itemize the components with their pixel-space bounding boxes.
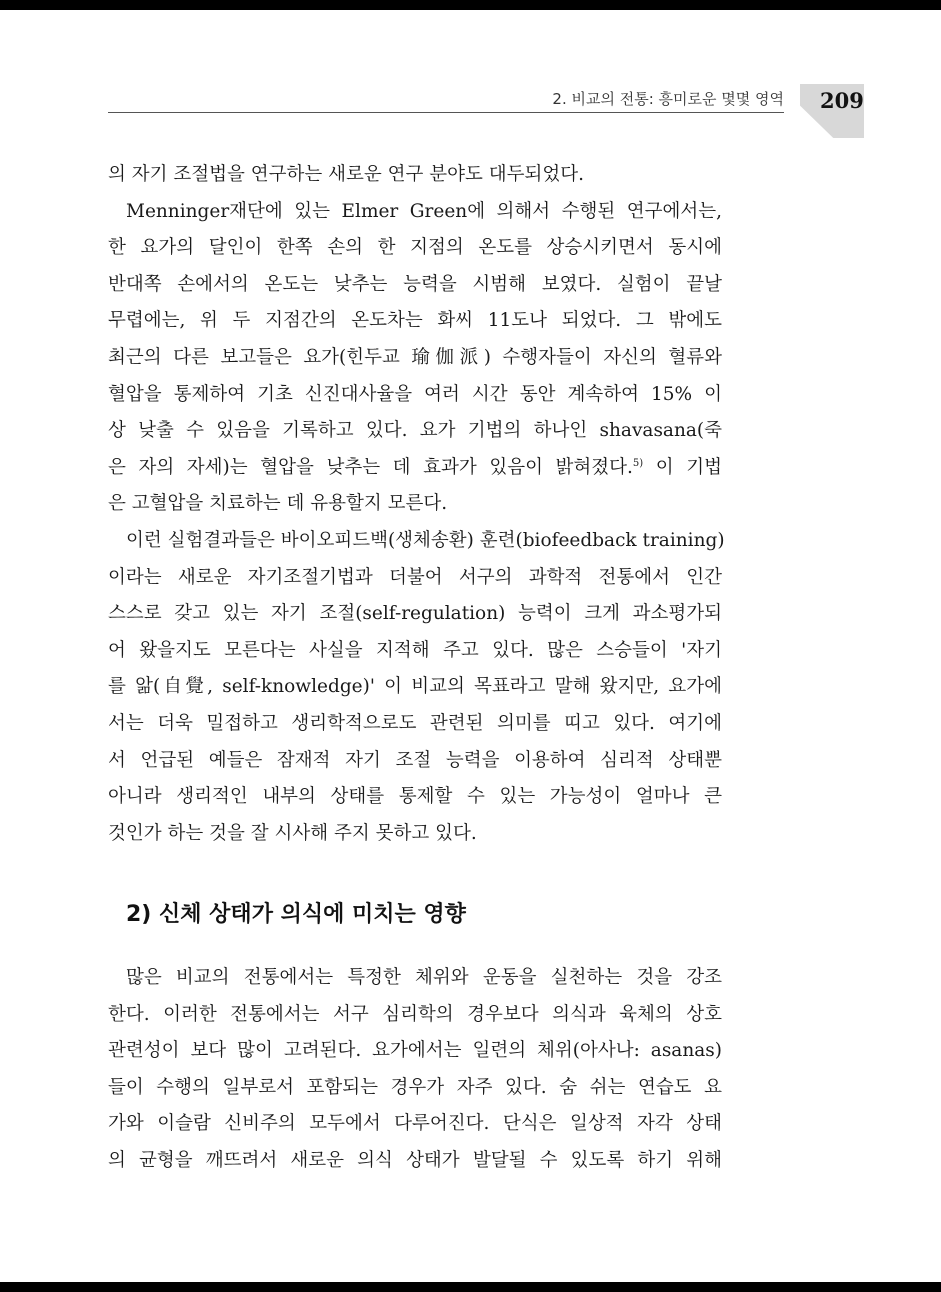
text-line: 어 왔을지도 모른다는 사실을 지적해 주고 있다. 많은 스승들이 '자기 xyxy=(108,639,722,661)
text-line: 서 언급된 예들은 잠재적 자기 조절 능력을 이용하여 심리적 상태뿐 xyxy=(108,749,722,771)
text-line-with-footnote xyxy=(108,450,722,487)
text-line: 것인가 하는 것을 잘 시사해 주지 못하고 있다. xyxy=(108,822,477,844)
page-number: 209 xyxy=(820,88,864,113)
text-line: 무렵에는, 위 두 지점간의 온도차는 화씨 11도나 되었다. 그 밖에도 xyxy=(108,310,722,332)
body-text-top xyxy=(108,157,725,852)
text-line: 이라는 새로운 자기조절기법과 더불어 서구의 과학적 전통에서 인간 xyxy=(108,566,722,588)
text-line: 한 요가의 달인이 한쪽 손의 한 지점의 온도를 상승시키면서 동시에 xyxy=(108,237,722,259)
running-title: 2. 비교의 전통: 흥미로운 몇몇 영역 xyxy=(552,90,784,108)
text-line: 반대쪽 손에서의 온도는 낮추는 능력을 시범해 보였다. 실험이 끝날 xyxy=(108,273,722,295)
text-line: 최근의 다른 보고들은 요가(힌두교 瑜伽派) 수행자들이 자신의 혈류와 xyxy=(108,346,722,368)
text-fragment: 은 자의 자세)는 혈압을 낮추는 데 효과가 있음이 밝혀졌다. xyxy=(108,456,633,478)
text-line: 의 자기 조절법을 연구하는 새로운 연구 분야도 대두되었다. xyxy=(108,164,584,185)
bottom-border-bar xyxy=(0,1282,941,1292)
text-line: 스스로 갖고 있는 자기 조절(self-regulation) 능력이 크게 과소평가되 xyxy=(108,603,722,625)
text-line: 한다. 이러한 전통에서는 서구 심리학의 경우보다 의식과 육체의 상호 xyxy=(108,1003,722,1025)
text-line: 혈압을 통제하여 기초 신진대사율을 여러 시간 동안 계속하여 15% 이 xyxy=(108,383,722,405)
text-line: 관련성이 보다 많이 고려된다. 요가에서는 일련의 체위(아사나: asanas) xyxy=(108,1040,722,1062)
footnote-marker: 5) xyxy=(632,457,644,469)
text-fragment: 이 기법 xyxy=(643,456,722,478)
section-heading: 2) 신체 상태가 의식에 미치는 영향 xyxy=(126,902,466,927)
body-text-bottom xyxy=(108,960,722,1180)
text-line: 많은 비교의 전통에서는 특정한 체위와 운동을 실천하는 것을 강조 xyxy=(126,967,722,988)
text-line: 들이 수행의 일부로서 포함되는 경우가 자주 있다. 숨 쉬는 연습도 요 xyxy=(108,1076,722,1098)
text-line: 의 균형을 깨뜨려서 새로운 의식 상태가 발달될 수 있도록 하기 위해 xyxy=(108,1149,722,1171)
text-line: 은 고혈압을 치료하는 데 유용할지 모른다. xyxy=(108,493,448,515)
text-line: 서는 더욱 밀접하고 생리학적으로도 관련된 의미를 띠고 있다. 여기에 xyxy=(108,712,722,734)
text-line: 상 낮출 수 있음을 기록하고 있다. 요가 기법의 하나인 shavasana(죽 xyxy=(108,420,722,442)
text-line: Menninger재단에 있는 Elmer Green에 의해서 수행된 연구에서는, xyxy=(126,200,722,222)
text-line: 를 앎(自覺, self-knowledge)' 이 비교의 목표라고 말해 왔지만, 요가에 xyxy=(108,676,722,698)
text-line: 이런 실험결과들은 바이오피드백(생체송환) 훈련(biofeedback training) xyxy=(126,529,725,551)
top-border-bar xyxy=(0,0,941,10)
running-header xyxy=(108,88,784,113)
text-line: 아니라 생리적인 내부의 상태를 통제할 수 있는 가능성이 얼마나 큰 xyxy=(108,786,722,808)
text-line: 가와 이슬람 신비주의 모두에서 다루어진다. 단식은 일상적 자각 상태 xyxy=(108,1113,722,1135)
